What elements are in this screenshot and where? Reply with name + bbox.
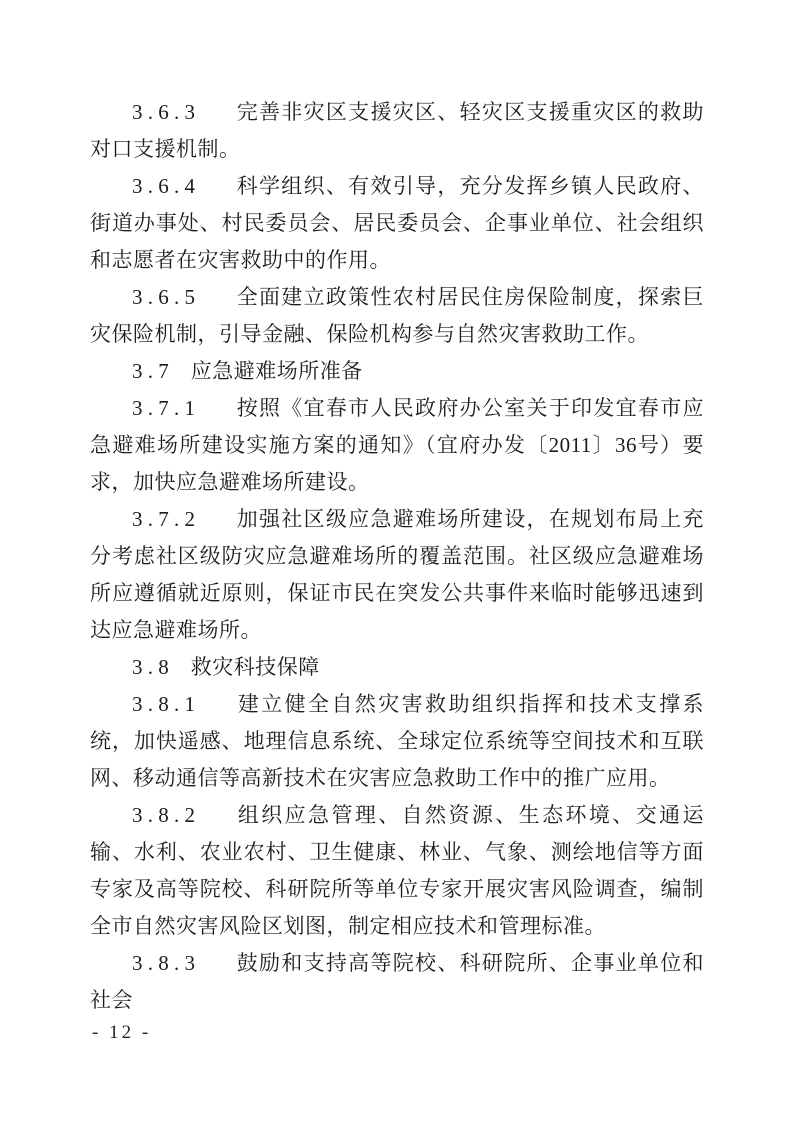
paragraph-text: 按照《宜春市人民政府办公室关于印发宜春市应急避难场所建设实施方案的通知》（宜府办发〔2011〕36号）要求，加快应急避难场所建设。 <box>90 396 704 494</box>
paragraph <box>90 686 704 797</box>
paragraph <box>90 353 704 390</box>
paragraph-number: 3.8.1 <box>132 692 201 716</box>
paragraph-text: 应急避难场所准备 <box>190 359 363 383</box>
paragraph <box>90 390 704 501</box>
paragraph-text: 科学组织、有效引导，充分发挥乡镇人民政府、街道办事处、村民委员会、居民委员会、企事业单位、社会组织和志愿者在灾害救助中的作用。 <box>90 174 704 272</box>
paragraph <box>90 501 704 649</box>
paragraph <box>90 945 704 1019</box>
paragraph <box>90 649 704 686</box>
paragraph-number: 3.7.2 <box>132 507 201 531</box>
paragraph <box>90 797 704 945</box>
paragraph-number: 3.8.2 <box>132 803 201 827</box>
paragraph-text: 建立健全自然灾害救助组织指挥和技术支撑系统，加快遥感、地理信息系统、全球定位系统等空间技术和互联网、移动通信等高新技术在灾害应急救助工作中的推广应用。 <box>90 692 704 790</box>
page-number: - 12 - <box>92 1022 152 1043</box>
paragraph <box>90 168 704 279</box>
paragraph-text: 救灾科技保障 <box>190 655 320 679</box>
paragraph-number: 3.8.3 <box>132 951 201 975</box>
paragraph-number: 3.8 <box>132 655 174 679</box>
paragraph-text: 全面建立政策性农村居民住房保险制度，探索巨灾保险机制，引导金融、保险机构参与自然灾害救助工作。 <box>90 285 704 346</box>
paragraph <box>90 94 704 168</box>
document-body <box>90 94 704 1019</box>
paragraph-text: 鼓励和支持高等院校、科研院所、企事业单位和社会 <box>90 951 704 1012</box>
paragraph-text: 完善非灾区支援灾区、轻灾区支援重灾区的救助对口支援机制。 <box>90 100 704 161</box>
paragraph-number: 3.6.5 <box>132 285 201 309</box>
paragraph-number: 3.7 <box>132 359 174 383</box>
paragraph-text: 加强社区级应急避难场所建设，在规划布局上充分考虑社区级防灾应急避难场所的覆盖范围。社区级应急避难场所应遵循就近原则，保证市民在突发公共事件来临时能够迅速到达应急避难场所。 <box>90 507 704 642</box>
paragraph <box>90 279 704 353</box>
paragraph-text: 组织应急管理、自然资源、生态环境、交通运输、水利、农业农村、卫生健康、林业、气象、测绘地信等方面专家及高等院校、科研院所等单位专家开展灾害风险调查，编制全市自然灾害风险区划图，制定相应技术和管理标准。 <box>90 803 704 938</box>
paragraph-number: 3.6.3 <box>132 100 201 124</box>
paragraph-number: 3.7.1 <box>132 396 201 420</box>
paragraph-number: 3.6.4 <box>132 174 201 198</box>
